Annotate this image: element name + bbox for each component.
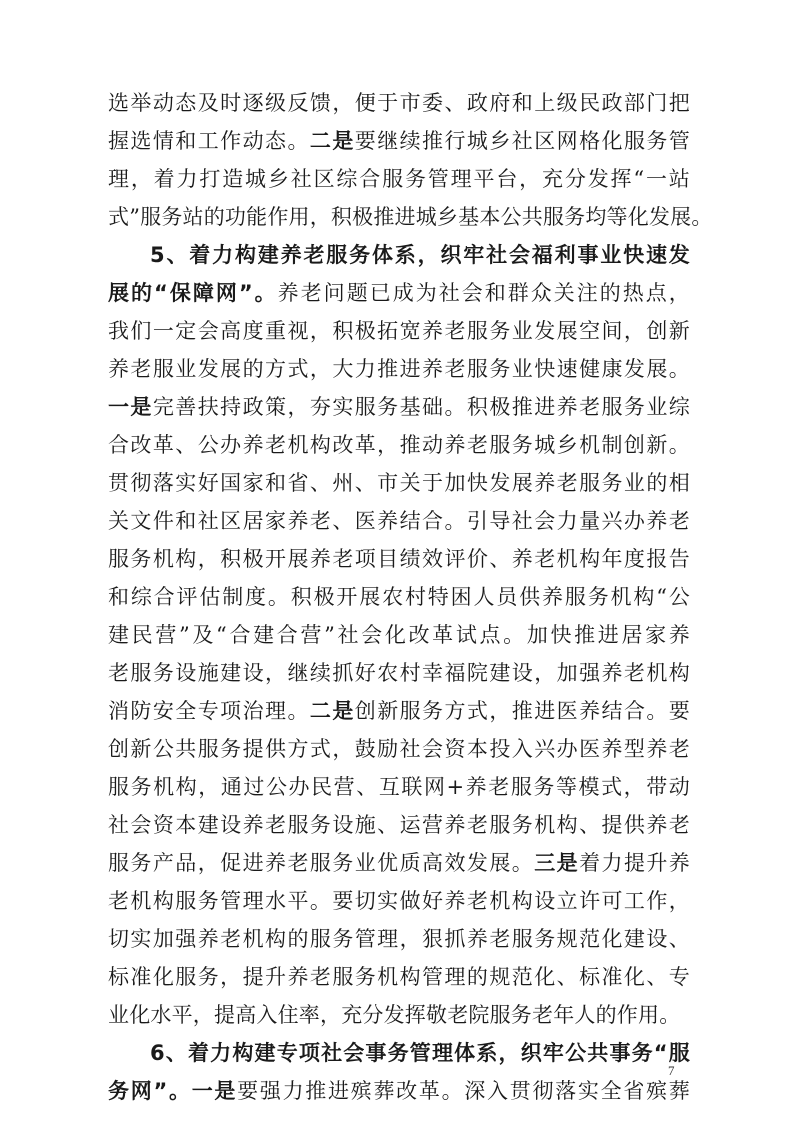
text-line: 老服务设施建设，继续抓好农村幸福院建设，加强养老机构 (108, 661, 690, 685)
text-line: 我们一定会高度重视，积极拓宽养老服务业发展空间，创新 (108, 319, 690, 343)
text-line: 业化水平，提高入住率，充分发挥敬老院服务老年人的作用。 (108, 1003, 681, 1027)
text-line: 关文件和社区居家养老、医养结合。引导社会力量兴办养老 (108, 509, 690, 533)
text-line: 社会资本建设养老服务设施、运营养老服务机构、提供养老 (108, 813, 690, 837)
text-line: 务网”。一是要强力推进殡葬改革。深入贯彻落实全省殡葬 (108, 1079, 691, 1103)
section-heading: 5、着力构建养老服务体系，织牢社会福利事业快速发 (150, 243, 690, 267)
section-heading: 6、着力构建专项社会事务管理体系，织牢公共事务“服 (150, 1041, 690, 1065)
text-line: 养老服业发展的方式，大力推进养老服务业快速健康发展。 (108, 357, 690, 381)
body-text (108, 84, 713, 1110)
text-line: 切实加强养老机构的服务管理，狠抓养老服务规范化建设、 (108, 927, 690, 951)
text-line: 服务产品，促进养老服务业优质高效发展。三是着力提升养 (108, 851, 691, 875)
text-line: 式”服务站的功能作用，积极推进城乡基本公共服务均等化发展。 (108, 205, 713, 229)
page-number: 7 (668, 1063, 675, 1078)
text-line: 理，着力打造城乡社区综合服务管理平台，充分发挥“一站 (108, 167, 690, 191)
text-line: 消防安全专项治理。二是创新服务方式，推进医养结合。要 (108, 699, 691, 723)
text-line: 创新公共服务提供方式，鼓励社会资本投入兴办医养型养老 (108, 737, 690, 761)
text-line: 服务机构，积极开展养老项目绩效评价、养老机构年度报告 (108, 547, 690, 571)
text-line: 握选情和工作动态。二是要继续推行城乡社区网格化服务管 (108, 129, 691, 153)
text-line: 建民营”及“合建合营”社会化改革试点。加快推进居家养 (108, 623, 690, 647)
text-line: 选举动态及时逐级反馈，便于市委、政府和上级民政部门把 (108, 91, 690, 115)
text-line: 一是完善扶持政策，夯实服务基础。积极推进养老服务业综 (108, 395, 690, 419)
text-line: 标准化服务，提升养老服务机构管理的规范化、标准化、专 (108, 965, 690, 989)
text-line: 老机构服务管理水平。要切实做好养老机构设立许可工作， (108, 889, 690, 913)
text-line: 和综合评估制度。积极开展农村特困人员供养服务机构“公 (108, 585, 690, 609)
text-line: 贯彻落实好国家和省、州、市关于加快发展养老服务业的相 (108, 471, 690, 495)
text-line: 服务机构，通过公办民营、互联网+养老服务等模式，带动 (108, 775, 690, 799)
text-line: 合改革、公办养老机构改革，推动养老服务城乡机制创新。 (108, 433, 690, 457)
text-line: 展的“保障网”。养老问题已成为社会和群众关注的热点， (108, 281, 690, 305)
